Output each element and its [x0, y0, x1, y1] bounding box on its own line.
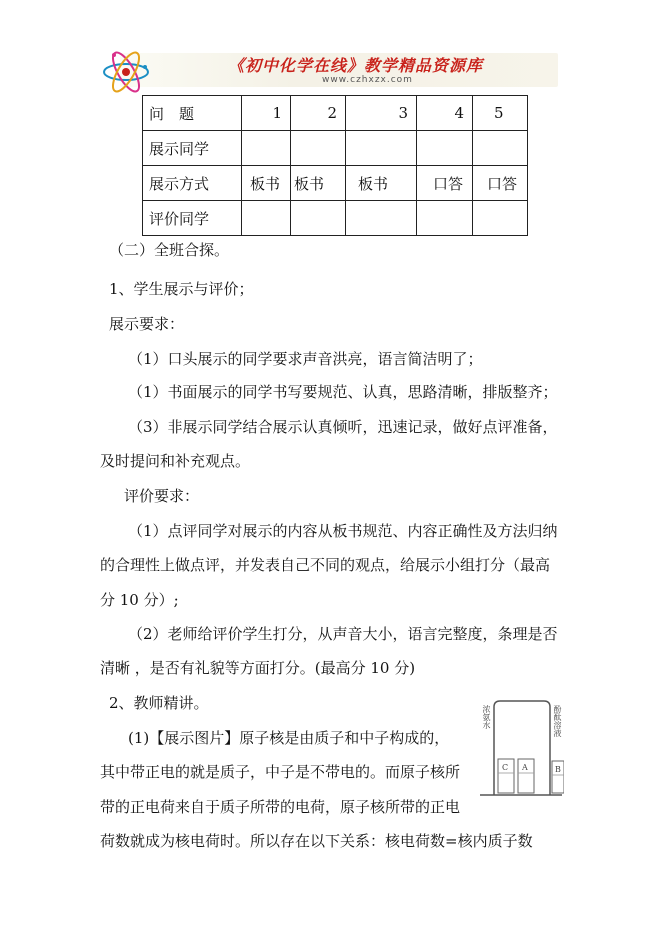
paragraph-line: 分 10 分）;	[100, 591, 179, 609]
table-cell: 评价同学	[143, 201, 242, 236]
paragraph-line: 清晰 ，是否有礼貌等方面打分。(最高分 10 分)	[100, 659, 416, 677]
table-cell	[291, 201, 346, 236]
table-cell	[346, 201, 417, 236]
paragraph-line: （2）老师给评价学生打分，从声音大小，语言完整度，条理是否	[128, 625, 558, 643]
banner-url: www.czhxzx.com	[322, 75, 413, 85]
phenolphthalein-label: 酚酞溶液	[553, 705, 562, 737]
table-cell: 板书	[346, 166, 417, 201]
table-cell: 板书	[291, 166, 346, 201]
paragraph-line: 的合理性上做点评，并发表自己不同的观点，给展示小组打分（最高	[100, 556, 551, 574]
paragraph-line: 及时提问和补充观点。	[100, 452, 251, 470]
ammonia-label: 浓氨水	[482, 705, 491, 729]
paragraph-line: 带的正电荷来自于质子所带的电荷，原子核所带的正电	[100, 798, 461, 816]
table-cell: 4	[417, 96, 473, 131]
header-banner	[100, 47, 562, 97]
table-cell: 展示同学	[143, 131, 242, 166]
table-cell	[473, 131, 528, 166]
paragraph-line: 展示要求：	[109, 315, 185, 333]
beaker-label: B	[555, 765, 561, 774]
presentation-table	[142, 95, 528, 236]
table-cell: 2	[291, 96, 346, 131]
table-cell	[473, 201, 528, 236]
table-cell: 5	[473, 96, 528, 131]
table-row	[143, 131, 528, 166]
table-cell	[417, 201, 473, 236]
table-cell: 口答	[473, 166, 528, 201]
beaker-label: A	[522, 763, 528, 772]
paragraph-line: 其中带正电的就是质子，中子是不带电的。而原子核所	[100, 763, 461, 781]
table-row	[143, 166, 528, 201]
table-cell: 1	[242, 96, 291, 131]
section-heading: （二）全班合探。	[109, 241, 230, 259]
ammonia-diffusion-figure	[478, 699, 564, 799]
table-cell: 3	[346, 96, 417, 131]
paragraph-line: （1）口头展示的同学要求声音洪亮，语言简洁明了；	[128, 350, 483, 368]
table-cell: 问 题	[143, 96, 242, 131]
table-cell: 展示方式	[143, 166, 242, 201]
table-row	[143, 96, 528, 131]
banner-title: 《初中化学在线》教学精品资源库	[228, 56, 484, 75]
paragraph-line: （1）书面展示的同学书写要规范、认真，思路清晰，排版整齐；	[128, 383, 558, 401]
table-cell	[417, 131, 473, 166]
table-cell	[346, 131, 417, 166]
table-cell	[242, 201, 291, 236]
paragraph-line: 评价要求：	[124, 487, 200, 505]
subsection-heading: 2、教师精讲。	[109, 694, 209, 712]
paragraph-line: （3）非展示同学结合展示认真倾听，迅速记录，做好点评准备，	[128, 418, 558, 436]
subsection-heading: 1、学生展示与评价；	[109, 280, 254, 298]
table-cell: 口答	[417, 166, 473, 201]
table-cell	[291, 131, 346, 166]
atom-logo-icon	[100, 47, 152, 97]
paragraph-line: 荷数就成为核电荷时。所以存在以下关系：核电荷数=核内质子数	[100, 832, 533, 850]
beaker-label: C	[502, 763, 509, 772]
paragraph-line: （1）点评同学对展示的内容从板书规范、内容正确性及方法归纳	[128, 522, 558, 540]
table-cell: 板书	[242, 166, 291, 201]
table-cell	[242, 131, 291, 166]
table-row	[143, 201, 528, 236]
paragraph-line: (1)【展示图片】原子核是由质子和中子构成的，	[128, 729, 450, 747]
